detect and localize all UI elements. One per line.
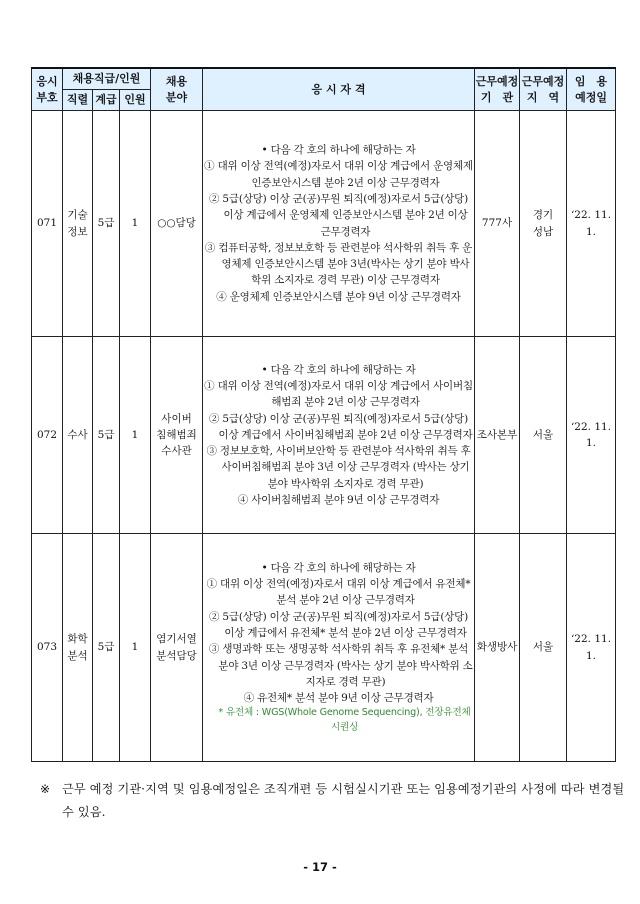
qualification-item: ③ 정보보호학, 사이버보안학 등 관련분야 석사학위 취득 후 사이버침해범죄 분야 3년 이상 근무경력자 (박사는 상기 분야 박사학위 소지자로 경력 무관) (206, 445, 471, 490)
row-code: 072 (32, 337, 63, 534)
qualification-item: ④ 사이버침해범죄 분야 9년 이상 근무경력자 (237, 493, 440, 506)
row-count: 1 (120, 534, 151, 762)
row-grade: 5급 (93, 337, 120, 534)
row-agency: 화생방사 (475, 534, 520, 762)
header-area: 채용 분야 (151, 68, 203, 111)
row-count: 1 (120, 111, 151, 337)
qualification-item: ③ 컴퓨터공학, 정보보호학 등 관련분야 석사학위 취득 후 운영체제 인증보안시스템 분야 3년(박사는 상기 분야 박사학위 소지자로 경력 무관) 이상 근무경력자 (204, 241, 473, 287)
row-qualifications (203, 337, 475, 534)
row-agency: 조사본부 (475, 337, 520, 534)
row-date: ‘22. 11. 1. (567, 111, 616, 337)
row-area: ○○담당 (151, 111, 203, 337)
row-date: ‘22. 11. 1. (567, 534, 616, 762)
table-row (32, 337, 616, 534)
page-number: - 17 - (303, 860, 337, 874)
row-date: ‘22. 11. 1. (567, 337, 616, 534)
row-series: 기술 정보 (63, 111, 93, 337)
qualification-intro: • 다음 각 호의 하나에 해당하는 자 (261, 561, 416, 574)
qualification-item: ① 대위 이상 전역(예정)자로서 대위 이상 계급에서 운영체제 인증보안시스템 분야 2년 이상 근무경력자 (204, 160, 473, 189)
header-grade: 계급 (93, 90, 120, 111)
header-apply-code: 응시 부호 (32, 68, 63, 111)
table-row (32, 534, 616, 762)
row-code: 071 (32, 111, 63, 337)
row-series: 화학 분석 (63, 534, 93, 762)
qualification-item: ① 대위 이상 전역(예정)자로서 대위 이상 계급에서 사이버침해범죄 분야 2년 이상 근무경력자 (204, 380, 473, 409)
header-region: 근무예정 지 역 (520, 68, 567, 111)
row-grade: 5급 (93, 534, 120, 762)
row-area: 염기서열 분석담당 (151, 534, 203, 762)
row-series: 수사 (63, 337, 93, 534)
row-region: 서울 (520, 534, 567, 762)
row-region: 경기 성남 (520, 111, 567, 337)
reference-mark-icon: ※ (40, 782, 51, 796)
row-agency: 777사 (475, 111, 520, 337)
qualification-item: ④ 운영체제 인증보안시스템 분야 9년 이상 근무경력자 (216, 290, 461, 303)
qualification-item: ③ 생명과학 또는 생명공학 석사학위 취득 후 유전체* 분석 분야 3년 이상 근무경력자 (박사는 상기 분야 박사학위 소지자로 경력 무관) (208, 643, 473, 688)
header-position-group: 채용직급/인원 (63, 68, 151, 90)
qualification-intro: • 다음 각 호의 하나에 해당하는 자 (261, 363, 416, 376)
table-row (32, 111, 616, 337)
row-count: 1 (120, 337, 151, 534)
schedule-change-notice (40, 778, 625, 824)
row-grade: 5급 (93, 111, 120, 337)
row-code: 073 (32, 534, 63, 762)
qualification-item: ② 5급(상당) 이상 군(공)무원 퇴직(예정)자로서 5급(상당) 이상 계급에서 사이버침해범죄 분야 2년 이상 근무경력자 (208, 412, 473, 441)
header-series: 직렬 (63, 90, 93, 111)
header-qualifications: 응 시 자 격 (203, 68, 475, 111)
row-area: 사이버 침해범죄 수사관 (151, 337, 203, 534)
row-qualifications (203, 534, 475, 762)
row-region: 서울 (520, 337, 567, 534)
header-appointment-date: 임 용 예정일 (567, 68, 616, 111)
recruitment-table (31, 67, 616, 762)
notice-text: 근무 예정 기관·지역 및 임용예정일은 조직개편 등 시험실시기관 또는 임용예정기관의 사정에 따라 변경될 수 있음. (62, 782, 625, 820)
qualification-item: ② 5급(상당) 이상 군(공)무원 퇴직(예정)자로서 5급(상당) 이상 계급에서 유전체* 분석 분야 2년 이상 근무경력자 (208, 610, 469, 639)
qualification-item: ① 대위 이상 전역(예정)자로서 대위 이상 계급에서 유전체* 분석 분야 2년 이상 근무경력자 (206, 578, 471, 607)
row-qualifications (203, 111, 475, 337)
qualification-item: ④ 유전체* 분석 분야 9년 이상 근무경력자 (243, 692, 434, 705)
qualification-item: ② 5급(상당) 이상 군(공)무원 퇴직(예정)자로서 5급(상당) 이상 계급에서 운영체제 인증보안시스템 분야 2년 이상 근무경력자 (208, 192, 469, 238)
table-header-row-top (32, 68, 616, 90)
qualification-intro: • 다음 각 호의 하나에 해당하는 자 (261, 144, 416, 157)
header-count: 인원 (120, 90, 151, 111)
genome-footnote: * 유전체 : WGS(Whole Genome Sequencing), 전장유전체시퀀싱 (218, 707, 471, 733)
header-agency: 근무예정 기 관 (475, 68, 520, 111)
